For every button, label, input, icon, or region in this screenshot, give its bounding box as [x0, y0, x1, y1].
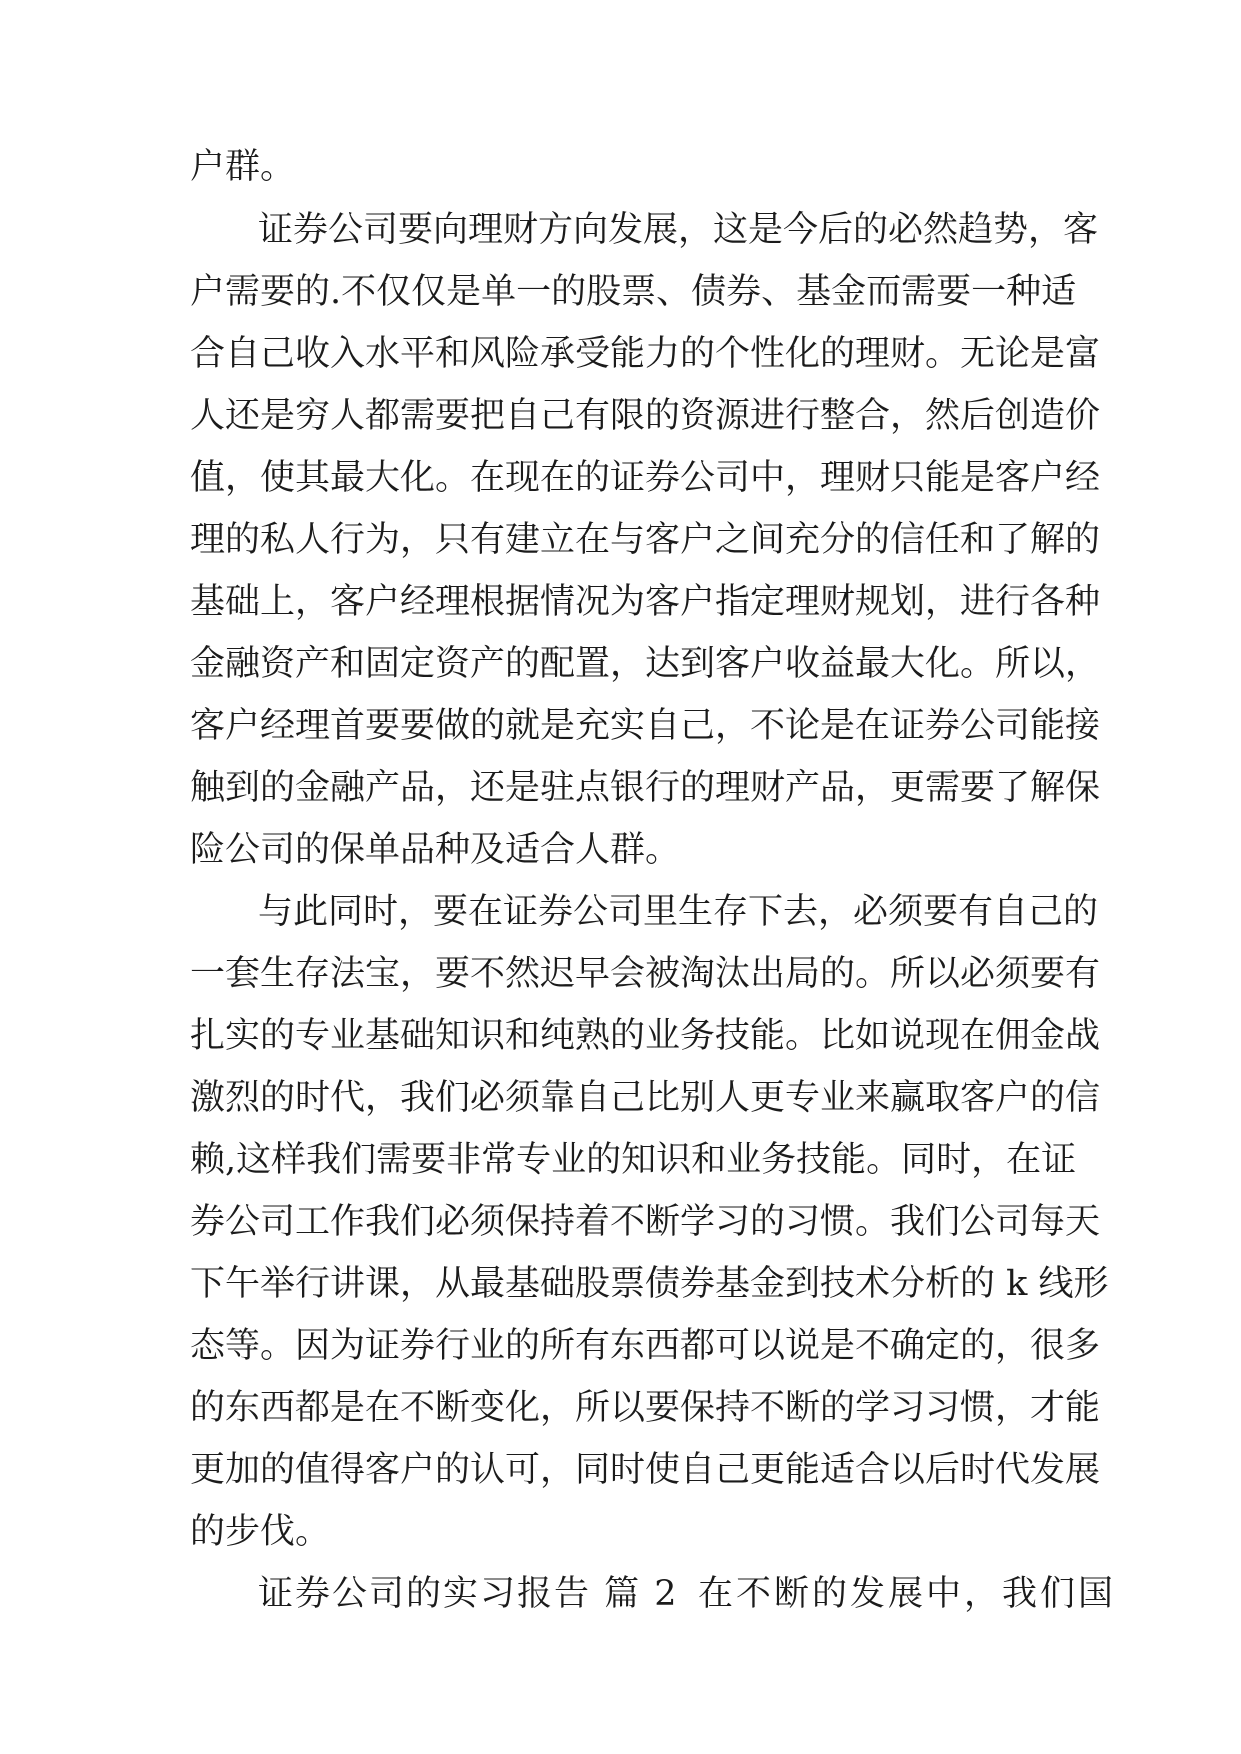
section-continuation-text: 在不断的发展中，我们国: [698, 1574, 1117, 1614]
text-line: 客户经理首要要做的就是充实自己，不论是在证券公司能接: [190, 706, 1101, 746]
text-line: 与此同时，要在证券公司里生存下去，必须要有自己的: [258, 892, 1099, 932]
text-line: 赖,这样我们需要非常专业的知识和业务技能。同时，在证: [190, 1140, 1077, 1180]
text-line: 更加的值得客户的认可，同时使自己更能适合以后时代发展: [190, 1450, 1101, 1490]
text-line: 理的私人行为，只有建立在与客户之间充分的信任和了解的: [190, 520, 1101, 560]
text-line: 金融资产和固定资产的配置，达到客户收益最大化。所以，: [190, 644, 1101, 684]
text-line: 券公司工作我们必须保持着不断学习的习惯。我们公司每天: [190, 1202, 1101, 1242]
text-line: 基础上，客户经理根据情况为客户指定理财规划，进行各种: [190, 582, 1101, 622]
section-heading: 证券公司的实习报告 篇 2: [258, 1574, 679, 1614]
text-line: 值，使其最大化。在现在的证券公司中，理财只能是客户经: [190, 458, 1101, 498]
text-line: 扎实的专业基础知识和纯熟的业务技能。比如说现在佣金战: [190, 1016, 1101, 1056]
text-line: 合自己收入水平和风险承受能力的个性化的理财。无论是富: [190, 334, 1101, 374]
section-heading-line: [258, 1564, 1117, 1624]
text-line: 激烈的时代，我们必须靠自己比别人更专业来赢取客户的信: [190, 1078, 1101, 1118]
text-line: 下午举行讲课，从最基础股票债券基金到技术分析的 k 线形: [190, 1264, 1109, 1304]
text-line: 户需要的.不仅仅是单一的股票、债券、基金而需要一种适: [190, 272, 1077, 312]
text-line: 户群。: [190, 147, 296, 187]
text-line: 险公司的保单品种及适合人群。: [190, 830, 681, 870]
text-line: 一套生存法宝，要不然迟早会被淘汰出局的。所以必须要有: [190, 954, 1101, 994]
text-line: 人还是穷人都需要把自己有限的资源进行整合，然后创造价: [190, 396, 1101, 436]
text-line: 的步伐。: [190, 1512, 331, 1552]
text-line: 证券公司要向理财方向发展，这是今后的必然趋势，客: [258, 210, 1099, 250]
text-line: 的东西都是在不断变化，所以要保持不断的学习习惯，才能: [190, 1388, 1101, 1428]
text-line: 触到的金融产品，还是驻点银行的理财产品，更需要了解保: [190, 768, 1101, 808]
text-line: 态等。因为证券行业的所有东西都可以说是不确定的，很多: [190, 1326, 1101, 1366]
